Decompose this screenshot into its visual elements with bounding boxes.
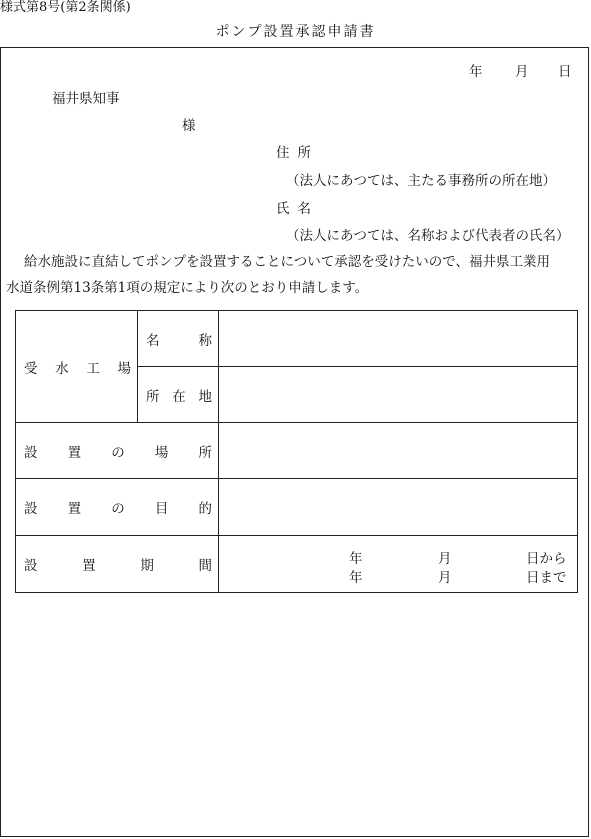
label-char: 設 [24,501,38,517]
install-place-field[interactable] [219,423,578,479]
label-char: 地 [198,388,212,405]
period-start-day: 日から [526,551,567,567]
install-purpose-header [16,479,219,536]
label-char: 期 [140,558,154,574]
label-char: 目 [154,501,169,517]
application-table [15,310,578,593]
label-char: 水 [55,360,69,377]
form-number-label: 様式第8号(第2条関係) [0,0,131,15]
label-char: 置 [67,444,82,461]
receiving-plant-header [16,311,138,423]
body-text-line-2: 水道条例第13条第1項の規定により次のとおり申請します。 [6,280,369,296]
install-place-header [16,423,219,479]
period-end-month: 月 [438,570,452,586]
install-period-label [16,554,218,574]
receiving-plant-label [16,357,137,377]
period-start-month: 月 [438,551,452,567]
honorific: 様 [182,118,196,134]
label-char: 所 [198,444,212,461]
period-end-day: 日まで [526,570,567,586]
label-char: 場 [154,444,169,461]
label-char: 置 [67,501,82,517]
install-place-label [16,441,218,461]
address-label: 住所 [276,145,319,161]
label-char: 所 [146,388,160,405]
label-char: 名 [146,332,160,349]
plant-location-field[interactable] [219,367,578,423]
label-char: の [111,501,125,517]
install-purpose-field[interactable] [219,479,578,536]
install-period-field[interactable] [219,536,578,593]
label-char: 的 [198,501,212,517]
plant-name-label [138,329,218,349]
label-char: 称 [198,332,212,349]
label-char: 設 [24,444,38,461]
name-label: 氏名 [276,201,319,217]
body-text-line-1: 給水施設に直結してポンプを設置することについて承認を受けたいので、福井県工業用 [24,254,550,270]
label-char: 設 [24,558,38,574]
period-start-year: 年 [349,551,363,567]
label-char: 置 [82,558,96,574]
label-char: 場 [117,360,131,377]
plant-location-header [138,367,219,423]
label-char: の [111,444,125,461]
date-year-label: 年 [469,64,483,80]
label-char: 工 [86,360,100,377]
install-period-header [16,536,219,593]
plant-name-header [138,311,219,367]
label-char: 受 [24,360,38,377]
plant-name-field[interactable] [219,311,578,367]
name-note: （法人にあつては、名称および代表者の氏名） [286,228,570,244]
label-char: 在 [172,388,186,405]
label-char: 間 [198,558,212,574]
install-purpose-label [16,497,218,517]
date-month-label: 月 [515,64,529,80]
document-title: ポンプ設置承認申請書 [215,24,376,40]
period-end-year: 年 [349,570,363,586]
date-day-label: 日 [558,64,572,80]
plant-location-label [138,385,218,405]
address-note: （法人にあつては、主たる事務所の所在地） [286,173,556,189]
addressee: 福井県知事 [52,91,120,107]
